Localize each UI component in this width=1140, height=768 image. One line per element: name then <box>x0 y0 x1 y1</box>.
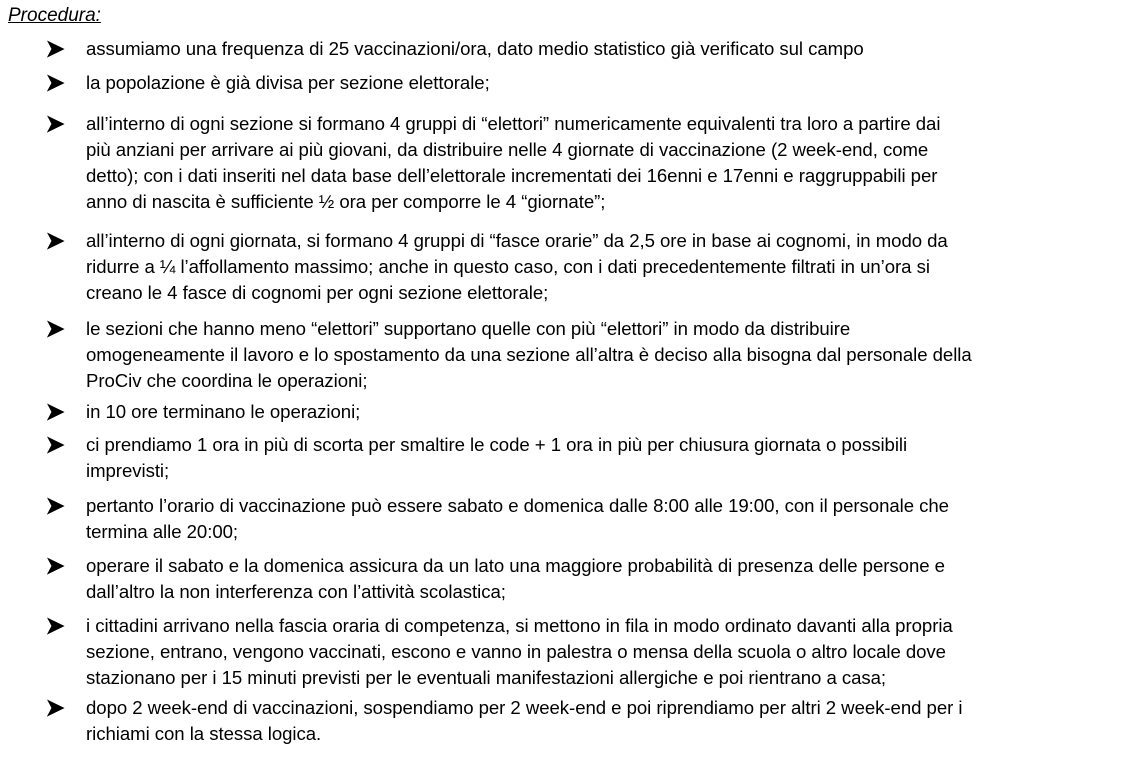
text-line: assumiamo una frequenza di 25 vaccinazioni/ora, dato medio statistico già verificato sul campo <box>86 38 864 59</box>
text-line: imprevisti; <box>86 460 170 481</box>
arrowhead-bullet-icon <box>46 319 66 339</box>
text-line: sezione, entrano, vengono vaccinati, escono e vanno in palestra o mensa della scuola o altro locale dove <box>86 641 946 662</box>
list-item-text <box>86 316 1136 394</box>
list-item-text <box>86 70 1136 96</box>
arrowhead-bullet-icon <box>46 231 66 251</box>
text-line: ci prendiamo 1 ora in più di scorta per smaltire le code + 1 ora in più per chiusura giornata o possibili <box>86 434 908 455</box>
text-line: pertanto l’orario di vaccinazione può essere sabato e domenica dalle 8:00 alle 19:00, con il personale che <box>86 495 949 516</box>
text-line: i cittadini arrivano nella fascia oraria di competenza, si mettono in fila in modo ordinato davanti alla propria <box>86 615 953 636</box>
list-item-text <box>86 695 1136 747</box>
list-item-text <box>86 432 1136 484</box>
text-line: le sezioni che hanno meno “elettori” supportano quelle con più “elettori” in modo da distribuire <box>86 318 851 339</box>
list-item-text <box>86 613 1136 691</box>
arrowhead-bullet-icon <box>46 698 66 718</box>
arrowhead-bullet-icon <box>46 402 66 422</box>
arrowhead-bullet-icon <box>46 496 66 516</box>
arrowhead-bullet-icon <box>46 114 66 134</box>
arrowhead-bullet-icon <box>46 73 66 93</box>
list-item-text <box>86 553 1136 605</box>
text-line: termina alle 20:00; <box>86 521 239 542</box>
arrowhead-bullet-icon <box>46 39 66 59</box>
text-line: dopo 2 week-end di vaccinazioni, sospendiamo per 2 week-end e poi riprendiamo per altri 2 week-end per i <box>86 697 963 718</box>
list-item-text <box>86 493 1136 545</box>
list-item-text <box>86 228 1136 306</box>
text-line: ridurre a ¼ l’affollamento massimo; anche in questo caso, con i dati precedentemente filtrati in un’ora si <box>86 256 930 277</box>
text-line: anno di nascita è sufficiente ½ ora per comporre le 4 “giornate”; <box>86 191 606 212</box>
text-line: detto); con i dati inseriti nel data base dell’elettorale incrementati dei 16enni e 17enni e raggruppabili per <box>86 165 938 186</box>
text-line: all’interno di ogni sezione si formano 4 gruppi di “elettori” numericamente equivalenti tra loro a partire dai <box>86 113 941 134</box>
text-line: creano le 4 fasce di cognomi per ogni sezione elettorale; <box>86 282 549 303</box>
list-item-text <box>86 399 1136 425</box>
text-line: ProCiv che coordina le operazioni; <box>86 370 368 391</box>
section-heading: Procedura: <box>8 5 101 26</box>
text-line: la popolazione è già divisa per sezione elettorale; <box>86 72 490 93</box>
text-line: all’interno di ogni giornata, si formano 4 gruppi di “fasce orarie” da 2,5 ore in base ai cognomi, in modo da <box>86 230 948 251</box>
text-line: dall’altro la non interferenza con l’attività scolastica; <box>86 581 506 602</box>
list-item-text <box>86 111 1136 215</box>
text-line: operare il sabato e la domenica assicura da un lato una maggiore probabilità di presenza delle persone e <box>86 555 945 576</box>
arrowhead-bullet-icon <box>46 556 66 576</box>
text-line: omogeneamente il lavoro e lo spostamento da una sezione all’altra è deciso alla bisogna dal personale della <box>86 344 972 365</box>
text-line: stazionano per i 15 minuti previsti per le eventuali manifestazioni allergiche e poi rientrano a casa; <box>86 667 887 688</box>
text-line: in 10 ore terminano le operazioni; <box>86 401 361 422</box>
arrowhead-bullet-icon <box>46 616 66 636</box>
arrowhead-bullet-icon <box>46 435 66 455</box>
text-line: più anziani per arrivare ai più giovani, da distribuire nelle 4 giornate di vaccinazione (2 week-end, come <box>86 139 929 160</box>
text-line: richiami con la stessa logica. <box>86 723 322 744</box>
list-item-text <box>86 36 1136 62</box>
